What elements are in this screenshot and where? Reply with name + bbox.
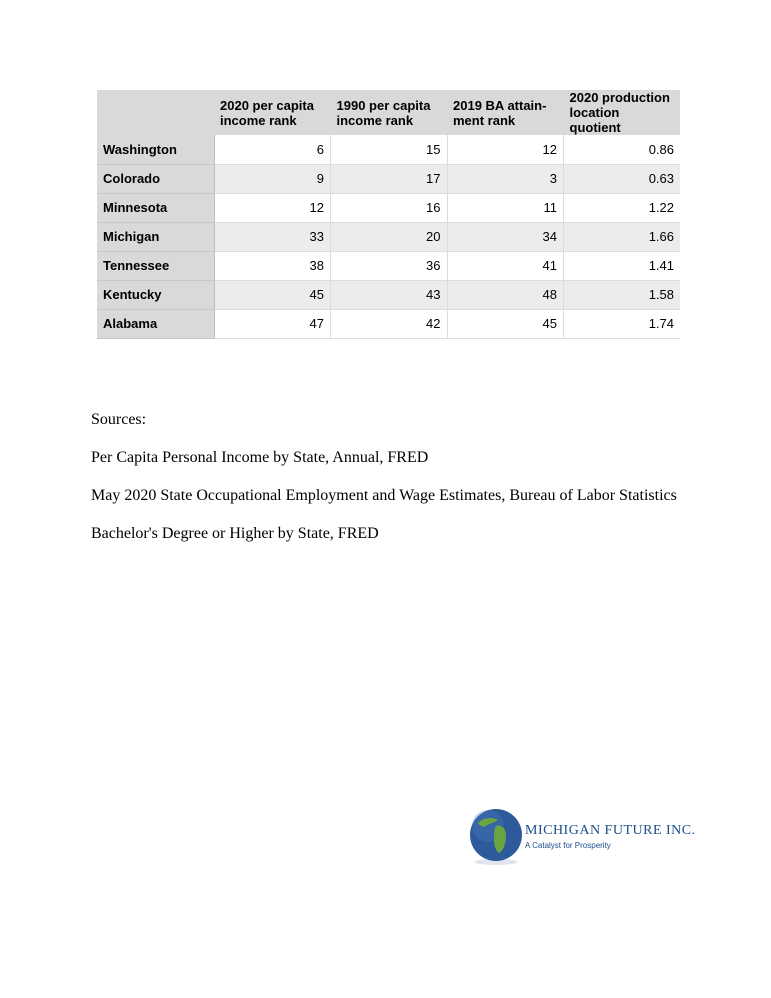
state-name: Tennessee <box>97 251 214 280</box>
table-row <box>97 309 680 338</box>
table-cell: 38 <box>214 251 331 280</box>
michigan-future-logo <box>468 806 708 866</box>
table-cell: 12 <box>214 193 331 222</box>
state-name: Colorado <box>97 164 214 193</box>
table-cell: 48 <box>447 280 564 309</box>
header-2019-ba-rank: 2019 BA attain- ment rank <box>447 90 564 135</box>
table-cell: 36 <box>331 251 448 280</box>
table-row <box>97 193 680 222</box>
table-cell: 6 <box>214 135 331 164</box>
source-item: Bachelor's Degree or Higher by State, FRED <box>91 525 379 542</box>
source-item: May 2020 State Occupational Employment and Wage Estimates, Bureau of Labor Statistics <box>91 487 677 504</box>
state-comparison-table <box>97 90 680 339</box>
table-cell: 0.63 <box>564 164 681 193</box>
table-cell: 45 <box>447 309 564 338</box>
table-cell: 41 <box>447 251 564 280</box>
table-row <box>97 135 680 164</box>
globe-icon <box>468 806 524 866</box>
source-item: Per Capita Personal Income by State, Annual, FRED <box>91 449 429 466</box>
header-corner <box>97 90 214 135</box>
table-row <box>97 222 680 251</box>
table-cell: 20 <box>331 222 448 251</box>
logo-tagline: A Catalyst for Prosperity <box>525 841 611 850</box>
state-name: Minnesota <box>97 193 214 222</box>
table-row <box>97 280 680 309</box>
table-header-row <box>97 90 680 135</box>
state-name: Kentucky <box>97 280 214 309</box>
table-cell: 17 <box>331 164 448 193</box>
table-cell: 15 <box>331 135 448 164</box>
state-name: Michigan <box>97 222 214 251</box>
table-cell: 43 <box>331 280 448 309</box>
table-cell: 42 <box>331 309 448 338</box>
table-cell: 1.66 <box>564 222 681 251</box>
sources-heading: Sources: <box>91 411 147 428</box>
logo-name: MICHIGAN FUTURE INC. <box>525 823 696 838</box>
table-cell: 45 <box>214 280 331 309</box>
header-production-lq: 2020 production location quotient <box>564 90 681 135</box>
table-cell: 9 <box>214 164 331 193</box>
table-cell: 3 <box>447 164 564 193</box>
table-cell: 11 <box>447 193 564 222</box>
table-row <box>97 251 680 280</box>
table-cell: 47 <box>214 309 331 338</box>
sources-section <box>91 410 731 562</box>
table-cell: 33 <box>214 222 331 251</box>
header-2020-income-rank: 2020 per capita income rank <box>214 90 331 135</box>
table-body <box>97 135 680 338</box>
table-cell: 12 <box>447 135 564 164</box>
state-name: Alabama <box>97 309 214 338</box>
state-name: Washington <box>97 135 214 164</box>
table-cell: 1.41 <box>564 251 681 280</box>
table-cell: 34 <box>447 222 564 251</box>
table-cell: 1.74 <box>564 309 681 338</box>
table-row <box>97 164 680 193</box>
table-cell: 0.86 <box>564 135 681 164</box>
table-cell: 16 <box>331 193 448 222</box>
table-cell: 1.22 <box>564 193 681 222</box>
table-cell: 1.58 <box>564 280 681 309</box>
header-1990-income-rank: 1990 per capita income rank <box>331 90 448 135</box>
